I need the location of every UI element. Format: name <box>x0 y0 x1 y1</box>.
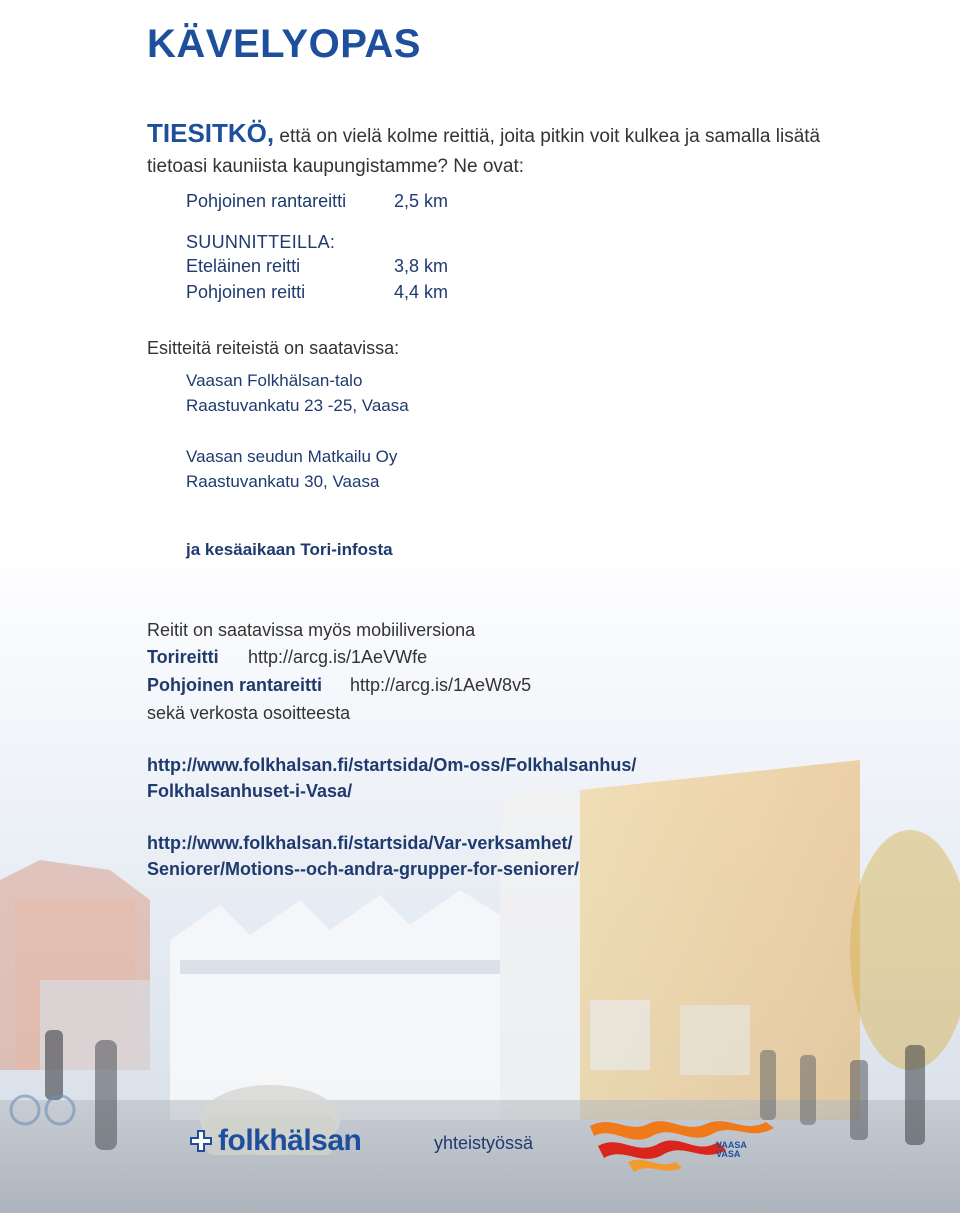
route-planned-1 <box>186 256 449 277</box>
location-2-name: Vaasan seudun Matkailu Oy <box>186 447 398 466</box>
location-1-name: Vaasan Folkhälsan-talo <box>186 371 363 390</box>
page-title: KÄVELYOPAS <box>147 22 421 66</box>
cooperation-text: yhteistyössä <box>434 1133 534 1153</box>
url-1-line-1[interactable]: http://www.folkhalsan.fi/startsida/Om-oss/Folkhalsanhus/ <box>147 755 637 775</box>
folkhalsan-wordmark: folkhälsan <box>218 1124 362 1157</box>
maps-intro: Esitteitä reiteistä on saatavissa: <box>147 338 400 358</box>
summer-info: ja kesäaikaan Tori-infosta <box>186 540 393 559</box>
url-1-line-2[interactable]: Folkhalsanhuset-i-Vasa/ <box>147 781 353 801</box>
vaasa-text-fi: VAASA <box>716 1140 747 1150</box>
route-planned-1-name: Eteläinen reitti <box>186 256 301 276</box>
route-main-name: Pohjoinen rantareitti <box>186 191 347 211</box>
intro-paragraph <box>147 118 847 182</box>
location-2-address: Raastuvankatu 30, Vaasa <box>186 472 380 491</box>
mobile-intro: Reitit on saatavissa myös mobiiliversiona <box>147 620 476 640</box>
route-planned-2-km: 4,4 km <box>394 282 449 302</box>
mobile-link-1-label: Torireitti <box>147 647 219 667</box>
mobile-outro: sekä verkosta osoitteesta <box>147 703 351 723</box>
route-main <box>186 191 449 212</box>
mobile-link-2-label: Pohjoinen rantareitti <box>147 675 323 695</box>
mobile-link-2-url[interactable]: http://arcg.is/1AeW8v5 <box>350 675 532 695</box>
route-planned-2-name: Pohjoinen reitti <box>186 282 306 302</box>
route-main-km: 2,5 km <box>394 191 449 211</box>
url-2-line-2[interactable]: Seniorer/Motions--och-andra-grupper-for-seniorer/ <box>147 859 580 879</box>
vaasa-logo-text <box>716 1141 747 1159</box>
intro-lead: TIESITKÖ, <box>147 118 275 148</box>
url-2-line-1[interactable]: http://www.folkhalsan.fi/startsida/Var-verksamhet/ <box>147 833 573 853</box>
vaasa-waves-logo <box>588 1112 788 1176</box>
location-1-address: Raastuvankatu 23 -25, Vaasa <box>186 396 409 415</box>
planned-heading: SUUNNITTEILLA: <box>186 232 336 252</box>
route-planned-1-km: 3,8 km <box>394 256 449 276</box>
mobile-link-1-url[interactable]: http://arcg.is/1AeVWfe <box>248 647 428 667</box>
folkhalsan-logo <box>190 1124 361 1158</box>
folkhalsan-cross-icon <box>190 1130 212 1152</box>
vaasa-text-sv: VASA <box>716 1149 741 1159</box>
route-planned-2 <box>186 282 449 303</box>
intro-text: että on vielä kolme reittiä, joita pitkin voit kulkea ja samalla lisätä tietoasi kauniista kaupungistamme? Ne ovat: <box>147 126 821 177</box>
